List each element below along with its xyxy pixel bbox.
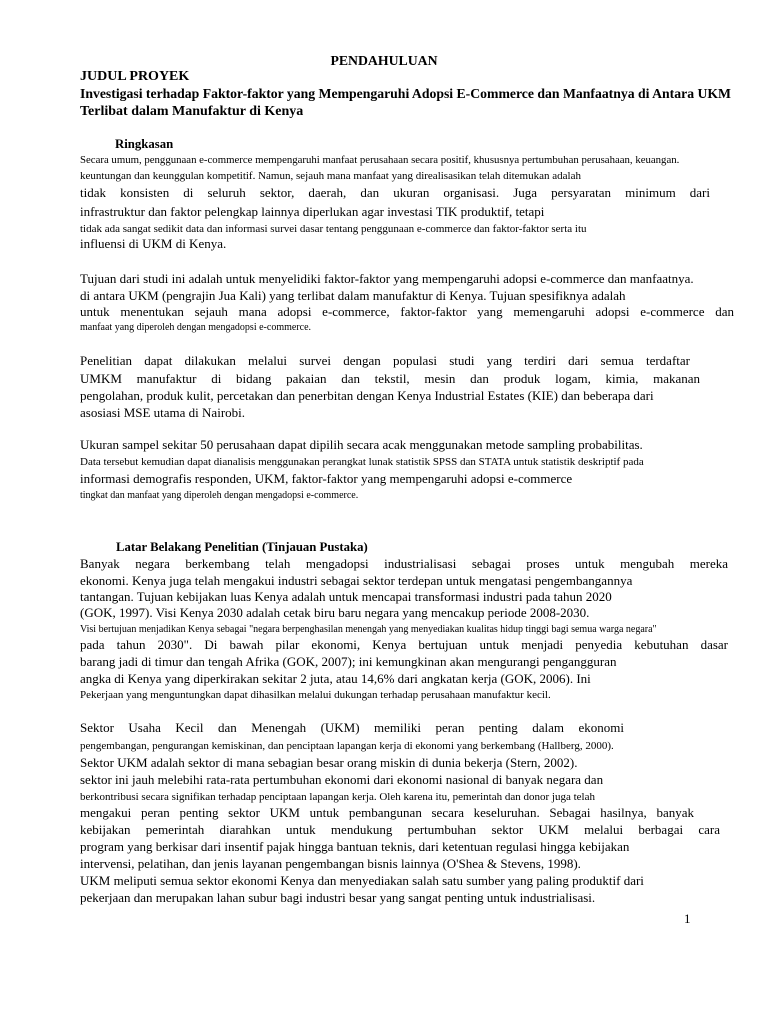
background-line-12: Sektor UKM adalah sektor di mana sebagian besar orang miskin di dunia bekerja (Stern, 2002).	[80, 755, 578, 770]
summary-line-2: keuntungan dan keunggulan kompetitif. Namun, sejauh mana manfaat yang direalisasikan telah ditemukan adalah	[80, 170, 581, 182]
summary-line-12: UMKM manufaktur di bidang pakaian dan tekstil, mesin dan produk logam, kimia, makanan	[80, 371, 700, 386]
background-line-19: UKM meliputi semua sektor ekonomi Kenya dan menyediakan salah satu sumber yang paling produktif dari	[80, 873, 644, 888]
background-heading: Latar Belakang Penelitian (Tinjauan Pustaka)	[116, 540, 368, 554]
summary-line-4: infrastruktur dan faktor pelengkap lainnya diperlukan agar investasi TIK produktif, tetapi	[80, 204, 545, 219]
summary-line-10: manfaat yang diperoleh dengan mengadopsi e-commerce.	[80, 322, 312, 333]
background-line-14: berkontribusi secara signifikan terhadap penciptaan lapangan kerja. Oleh karena itu, pemerintah dan donor juga telah	[80, 791, 595, 803]
background-line-6: pada tahun 2030". Di bawah pilar ekonomi, Kenya bertujuan untuk menjadi penyedia kebutuhan dasar	[80, 637, 728, 652]
project-title-line-2: Terlibat dalam Manufaktur di Kenya	[80, 104, 304, 119]
background-line-16: kebijakan pemerintah diarahkan untuk mendukung pertumbuhan sektor UKM melalui berbagai cara	[80, 822, 720, 837]
background-line-15: mengakui peran penting sektor UKM untuk pembangunan secara keseluruhan. Sebagai hasilnya, banyak	[80, 805, 694, 820]
background-line-7: barang jadi di timur dan tengah Afrika (GOK, 2007); ini kemungkinan akan mengurangi pengangguran	[80, 654, 617, 669]
summary-heading: Ringkasan	[115, 137, 174, 151]
background-line-9: Pekerjaan yang menguntungkan dapat dihasilkan melalui dukungan terhadap perusahaan manufaktur kecil.	[80, 689, 551, 701]
background-line-8: angka di Kenya yang diperkirakan sekitar 2 juta, atau 14,6% dari angkatan kerja (GOK, 2006). Ini	[80, 671, 591, 686]
summary-line-15: Ukuran sampel sekitar 50 perusahaan dapat dipilih secara acak menggunakan metode sampling probabilitas.	[80, 437, 643, 452]
page-number: 1	[684, 911, 691, 926]
summary-line-11: Penelitian dapat dilakukan melalui survei dengan populasi studi yang terdiri dari semua terdaftar	[80, 353, 690, 368]
background-line-4: (GOK, 1997). Visi Kenya 2030 adalah cetak biru baru negara yang mencakup periode 2008-2030.	[80, 605, 590, 620]
background-line-2: ekonomi. Kenya juga telah mengakui industri sebagai sektor terdepan untuk mengatasi pengembangannya	[80, 573, 633, 588]
background-line-10: Sektor Usaha Kecil dan Menengah (UKM) memiliki peran penting dalam ekonomi	[80, 720, 624, 735]
summary-line-9: untuk menentukan sejauh mana adopsi e-commerce, faktor-faktor yang memengaruhi adopsi e-commerce dan	[80, 304, 734, 319]
summary-line-8: di antara UKM (pengrajin Jua Kali) yang terlibat dalam manufaktur di Kenya. Tujuan spesifiknya adalah	[80, 288, 626, 303]
summary-line-3: tidak konsisten di seluruh sektor, daerah, dan ukuran organisasi. Juga persyaratan minimum dari	[80, 185, 710, 200]
background-line-17: program yang berkisar dari insentif pajak hingga bantuan teknis, dari ketentuan regulasi hingga kebijakan	[80, 839, 630, 854]
summary-line-14: asosiasi MSE utama di Nairobi.	[80, 405, 246, 420]
summary-line-18: tingkat dan manfaat yang diperoleh dengan mengadopsi e-commerce.	[80, 490, 359, 501]
summary-line-13: pengolahan, produk kulit, percetakan dan penerbitan dengan Kenya Industrial Estates (KIE) dan beberapa dari	[80, 388, 654, 403]
summary-line-6: influensi di UKM di Kenya.	[80, 236, 227, 251]
summary-line-1: Secara umum, penggunaan e-commerce mempengaruhi manfaat perusahaan secara positif, khususnya pertumbuhan perusahaan, keuangan.	[80, 154, 680, 166]
summary-line-5: tidak ada sangat sedikit data dan informasi survei dasar tentang penggunaan e-commerce dan faktor-faktor serta itu	[80, 223, 587, 235]
background-line-5: Visi bertujuan menjadikan Kenya sebagai "negara berpenghasilan menengah yang menyediakan kualitas hidup tinggi bagi semua warga negara"	[80, 624, 657, 635]
page-heading: PENDAHULUAN	[330, 53, 438, 68]
summary-line-7: Tujuan dari studi ini adalah untuk menyelidiki faktor-faktor yang mempengaruhi adopsi e-commerce dan manfaatnya.	[80, 271, 694, 286]
background-line-18: intervensi, pelatihan, dan jenis layanan pengembangan bisnis lainnya (O'Shea & Stevens, 1998).	[80, 856, 581, 871]
summary-line-17: informasi demografis responden, UKM, faktor-faktor yang mempengaruhi adopsi e-commerce	[80, 471, 573, 486]
summary-line-16: Data tersebut kemudian dapat dianalisis menggunakan perangkat lunak statistik SPSS dan STATA untuk statistik deskriptif pada	[80, 456, 644, 468]
background-line-20: pekerjaan dan merupakan lahan subur bagi industri besar yang sangat penting untuk industrialisasi.	[80, 890, 596, 905]
background-line-11: pengembangan, pengurangan kemiskinan, dan penciptaan lapangan kerja di ekonomi yang berkembang (Hallberg, 2000).	[80, 740, 614, 752]
background-line-3: tantangan. Tujuan kebijakan luas Kenya adalah untuk mencapai transformasi industri pada tahun 2020	[80, 589, 612, 604]
project-title-line-1: Investigasi terhadap Faktor-faktor yang Mempengaruhi Adopsi E-Commerce dan Manfaatnya di Antara UKM	[80, 86, 732, 101]
background-line-1: Banyak negara berkembang telah mengadopsi industrialisasi sebagai proses untuk mengubah mereka	[80, 556, 728, 571]
background-line-13: sektor ini jauh melebihi rata-rata pertumbuhan ekonomi dari ekonomi nasional di banyak negara dan	[80, 772, 604, 787]
project-label: JUDUL PROYEK	[80, 69, 190, 84]
